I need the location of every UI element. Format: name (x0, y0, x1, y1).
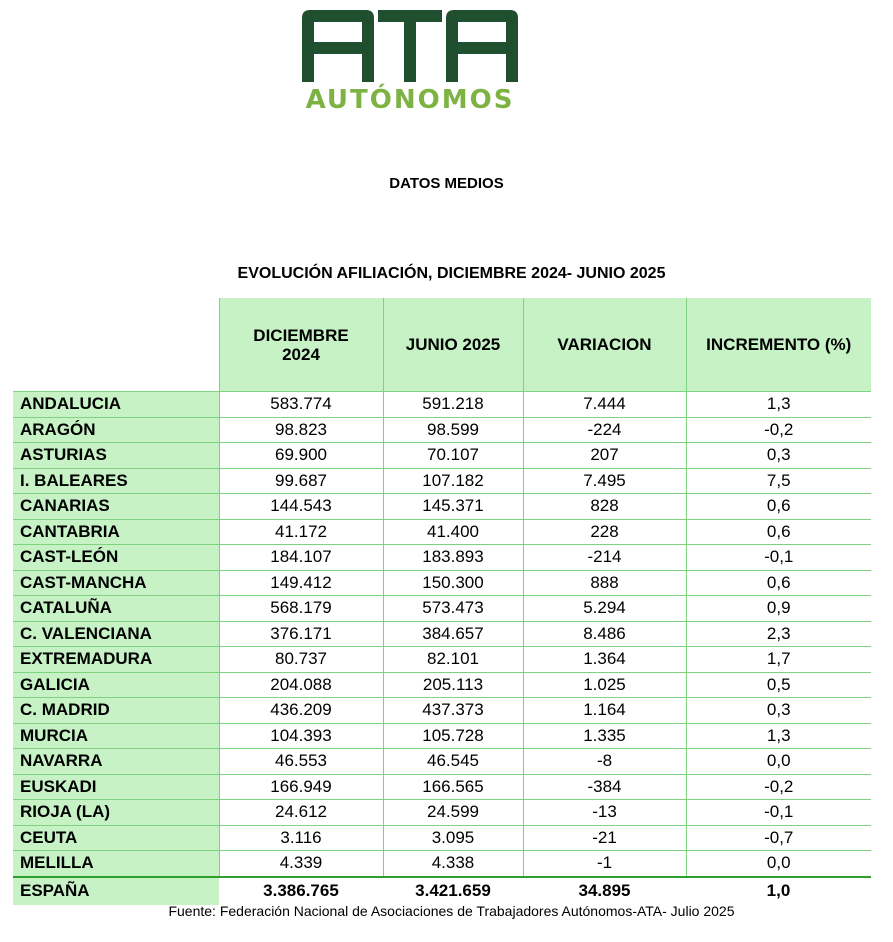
junio-cell: 384.657 (383, 621, 523, 647)
region-cell: NAVARRA (13, 749, 219, 775)
variacion-cell: -13 (523, 800, 686, 826)
table-row (13, 851, 871, 877)
diciembre-cell: 3.116 (219, 825, 383, 851)
diciembre-cell: 436.209 (219, 698, 383, 724)
table-row (13, 723, 871, 749)
variacion-cell: 7.444 (523, 392, 686, 418)
region-cell: RIOJA (LA) (13, 800, 219, 826)
table-header-row (13, 298, 871, 392)
total-junio: 3.421.659 (383, 877, 523, 905)
junio-cell: 98.599 (383, 417, 523, 443)
incremento-cell: -0,2 (686, 417, 871, 443)
diciembre-cell: 46.553 (219, 749, 383, 775)
table-row (13, 417, 871, 443)
table-row (13, 749, 871, 775)
region-cell: CAST-LEÓN (13, 545, 219, 571)
table-row (13, 519, 871, 545)
diciembre-cell: 376.171 (219, 621, 383, 647)
table-row (13, 621, 871, 647)
junio-cell: 70.107 (383, 443, 523, 469)
total-variacion: 34.895 (523, 877, 686, 905)
header-incremento: INCREMENTO (%) (686, 298, 871, 392)
diciembre-cell: 99.687 (219, 468, 383, 494)
region-cell: EXTREMADURA (13, 647, 219, 673)
diciembre-cell: 98.823 (219, 417, 383, 443)
incremento-cell: -0,1 (686, 800, 871, 826)
incremento-cell: 1,7 (686, 647, 871, 673)
incremento-cell: 7,5 (686, 468, 871, 494)
diciembre-cell: 204.088 (219, 672, 383, 698)
junio-cell: 41.400 (383, 519, 523, 545)
table-row (13, 672, 871, 698)
diciembre-cell: 80.737 (219, 647, 383, 673)
diciembre-cell: 4.339 (219, 851, 383, 877)
junio-cell: 105.728 (383, 723, 523, 749)
table-row (13, 647, 871, 673)
table-row (13, 494, 871, 520)
incremento-cell: -0,2 (686, 774, 871, 800)
junio-cell: 46.545 (383, 749, 523, 775)
incremento-cell: 2,3 (686, 621, 871, 647)
junio-cell: 437.373 (383, 698, 523, 724)
region-cell: CAST-MANCHA (13, 570, 219, 596)
table-row (13, 392, 871, 418)
region-cell: CANTABRIA (13, 519, 219, 545)
table-row (13, 825, 871, 851)
diciembre-cell: 149.412 (219, 570, 383, 596)
table-row (13, 570, 871, 596)
affiliation-table (13, 298, 871, 905)
variacion-cell: 828 (523, 494, 686, 520)
region-cell: MELILLA (13, 851, 219, 877)
region-cell: GALICIA (13, 672, 219, 698)
diciembre-cell: 69.900 (219, 443, 383, 469)
junio-cell: 166.565 (383, 774, 523, 800)
table-row (13, 698, 871, 724)
region-cell: MURCIA (13, 723, 219, 749)
variacion-cell: 1.025 (523, 672, 686, 698)
table-row (13, 596, 871, 622)
incremento-cell: 0,3 (686, 443, 871, 469)
region-cell: ASTURIAS (13, 443, 219, 469)
total-diciembre: 3.386.765 (219, 877, 383, 905)
region-cell: C. VALENCIANA (13, 621, 219, 647)
header-junio-2025: JUNIO 2025 (383, 298, 523, 392)
variacion-cell: -1 (523, 851, 686, 877)
total-region: ESPAÑA (13, 877, 219, 905)
diciembre-cell: 166.949 (219, 774, 383, 800)
variacion-cell: 5.294 (523, 596, 686, 622)
variacion-cell: -8 (523, 749, 686, 775)
total-row (13, 877, 871, 905)
incremento-cell: 0,6 (686, 519, 871, 545)
variacion-cell: 207 (523, 443, 686, 469)
region-cell: CEUTA (13, 825, 219, 851)
ata-logo (302, 10, 518, 115)
incremento-cell: 0,0 (686, 749, 871, 775)
junio-cell: 24.599 (383, 800, 523, 826)
table-row (13, 443, 871, 469)
variacion-cell: 228 (523, 519, 686, 545)
region-cell: C. MADRID (13, 698, 219, 724)
junio-cell: 573.473 (383, 596, 523, 622)
variacion-cell: 888 (523, 570, 686, 596)
variacion-cell: 7.495 (523, 468, 686, 494)
diciembre-cell: 104.393 (219, 723, 383, 749)
junio-cell: 183.893 (383, 545, 523, 571)
incremento-cell: -0,1 (686, 545, 871, 571)
region-cell: ANDALUCIA (13, 392, 219, 418)
total-incremento: 1,0 (686, 877, 871, 905)
incremento-cell: 0,0 (686, 851, 871, 877)
incremento-cell: 0,6 (686, 570, 871, 596)
table-row (13, 545, 871, 571)
diciembre-cell: 568.179 (219, 596, 383, 622)
header-variacion: VARIACION (523, 298, 686, 392)
incremento-cell: 0,9 (686, 596, 871, 622)
junio-cell: 4.338 (383, 851, 523, 877)
region-cell: CANARIAS (13, 494, 219, 520)
variacion-cell: 1.164 (523, 698, 686, 724)
junio-cell: 107.182 (383, 468, 523, 494)
incremento-cell: -0,7 (686, 825, 871, 851)
junio-cell: 145.371 (383, 494, 523, 520)
incremento-cell: 0,5 (686, 672, 871, 698)
header-blank (13, 298, 219, 392)
junio-cell: 82.101 (383, 647, 523, 673)
diciembre-cell: 144.543 (219, 494, 383, 520)
incremento-cell: 0,6 (686, 494, 871, 520)
incremento-cell: 0,3 (686, 698, 871, 724)
ata-logo-subtitle: AUTÓNOMOS (305, 85, 515, 115)
variacion-cell: 8.486 (523, 621, 686, 647)
variacion-cell: -214 (523, 545, 686, 571)
region-cell: ARAGÓN (13, 417, 219, 443)
region-cell: I. BALEARES (13, 468, 219, 494)
table-row (13, 468, 871, 494)
diciembre-cell: 184.107 (219, 545, 383, 571)
header-diciembre-2024: DICIEMBRE 2024 (219, 298, 383, 392)
variacion-cell: -224 (523, 417, 686, 443)
variacion-cell: 1.335 (523, 723, 686, 749)
diciembre-cell: 583.774 (219, 392, 383, 418)
diciembre-cell: 41.172 (219, 519, 383, 545)
variacion-cell: -21 (523, 825, 686, 851)
region-cell: EUSKADI (13, 774, 219, 800)
junio-cell: 205.113 (383, 672, 523, 698)
variacion-cell: -384 (523, 774, 686, 800)
junio-cell: 150.300 (383, 570, 523, 596)
junio-cell: 3.095 (383, 825, 523, 851)
source-note: Fuente: Federación Nacional de Asociaciones de Trabajadores Autónomos-ATA- Julio 2025 (168, 903, 735, 919)
table-row (13, 800, 871, 826)
junio-cell: 591.218 (383, 392, 523, 418)
incremento-cell: 1,3 (686, 392, 871, 418)
incremento-cell: 1,3 (686, 723, 871, 749)
table-title: EVOLUCIÓN AFILIACIÓN, DICIEMBRE 2024- JUNIO 2025 (237, 265, 666, 282)
table-row (13, 774, 871, 800)
region-cell: CATALUÑA (13, 596, 219, 622)
variacion-cell: 1.364 (523, 647, 686, 673)
page-heading: DATOS MEDIOS (389, 175, 504, 192)
ata-logo-mark (302, 10, 518, 82)
diciembre-cell: 24.612 (219, 800, 383, 826)
